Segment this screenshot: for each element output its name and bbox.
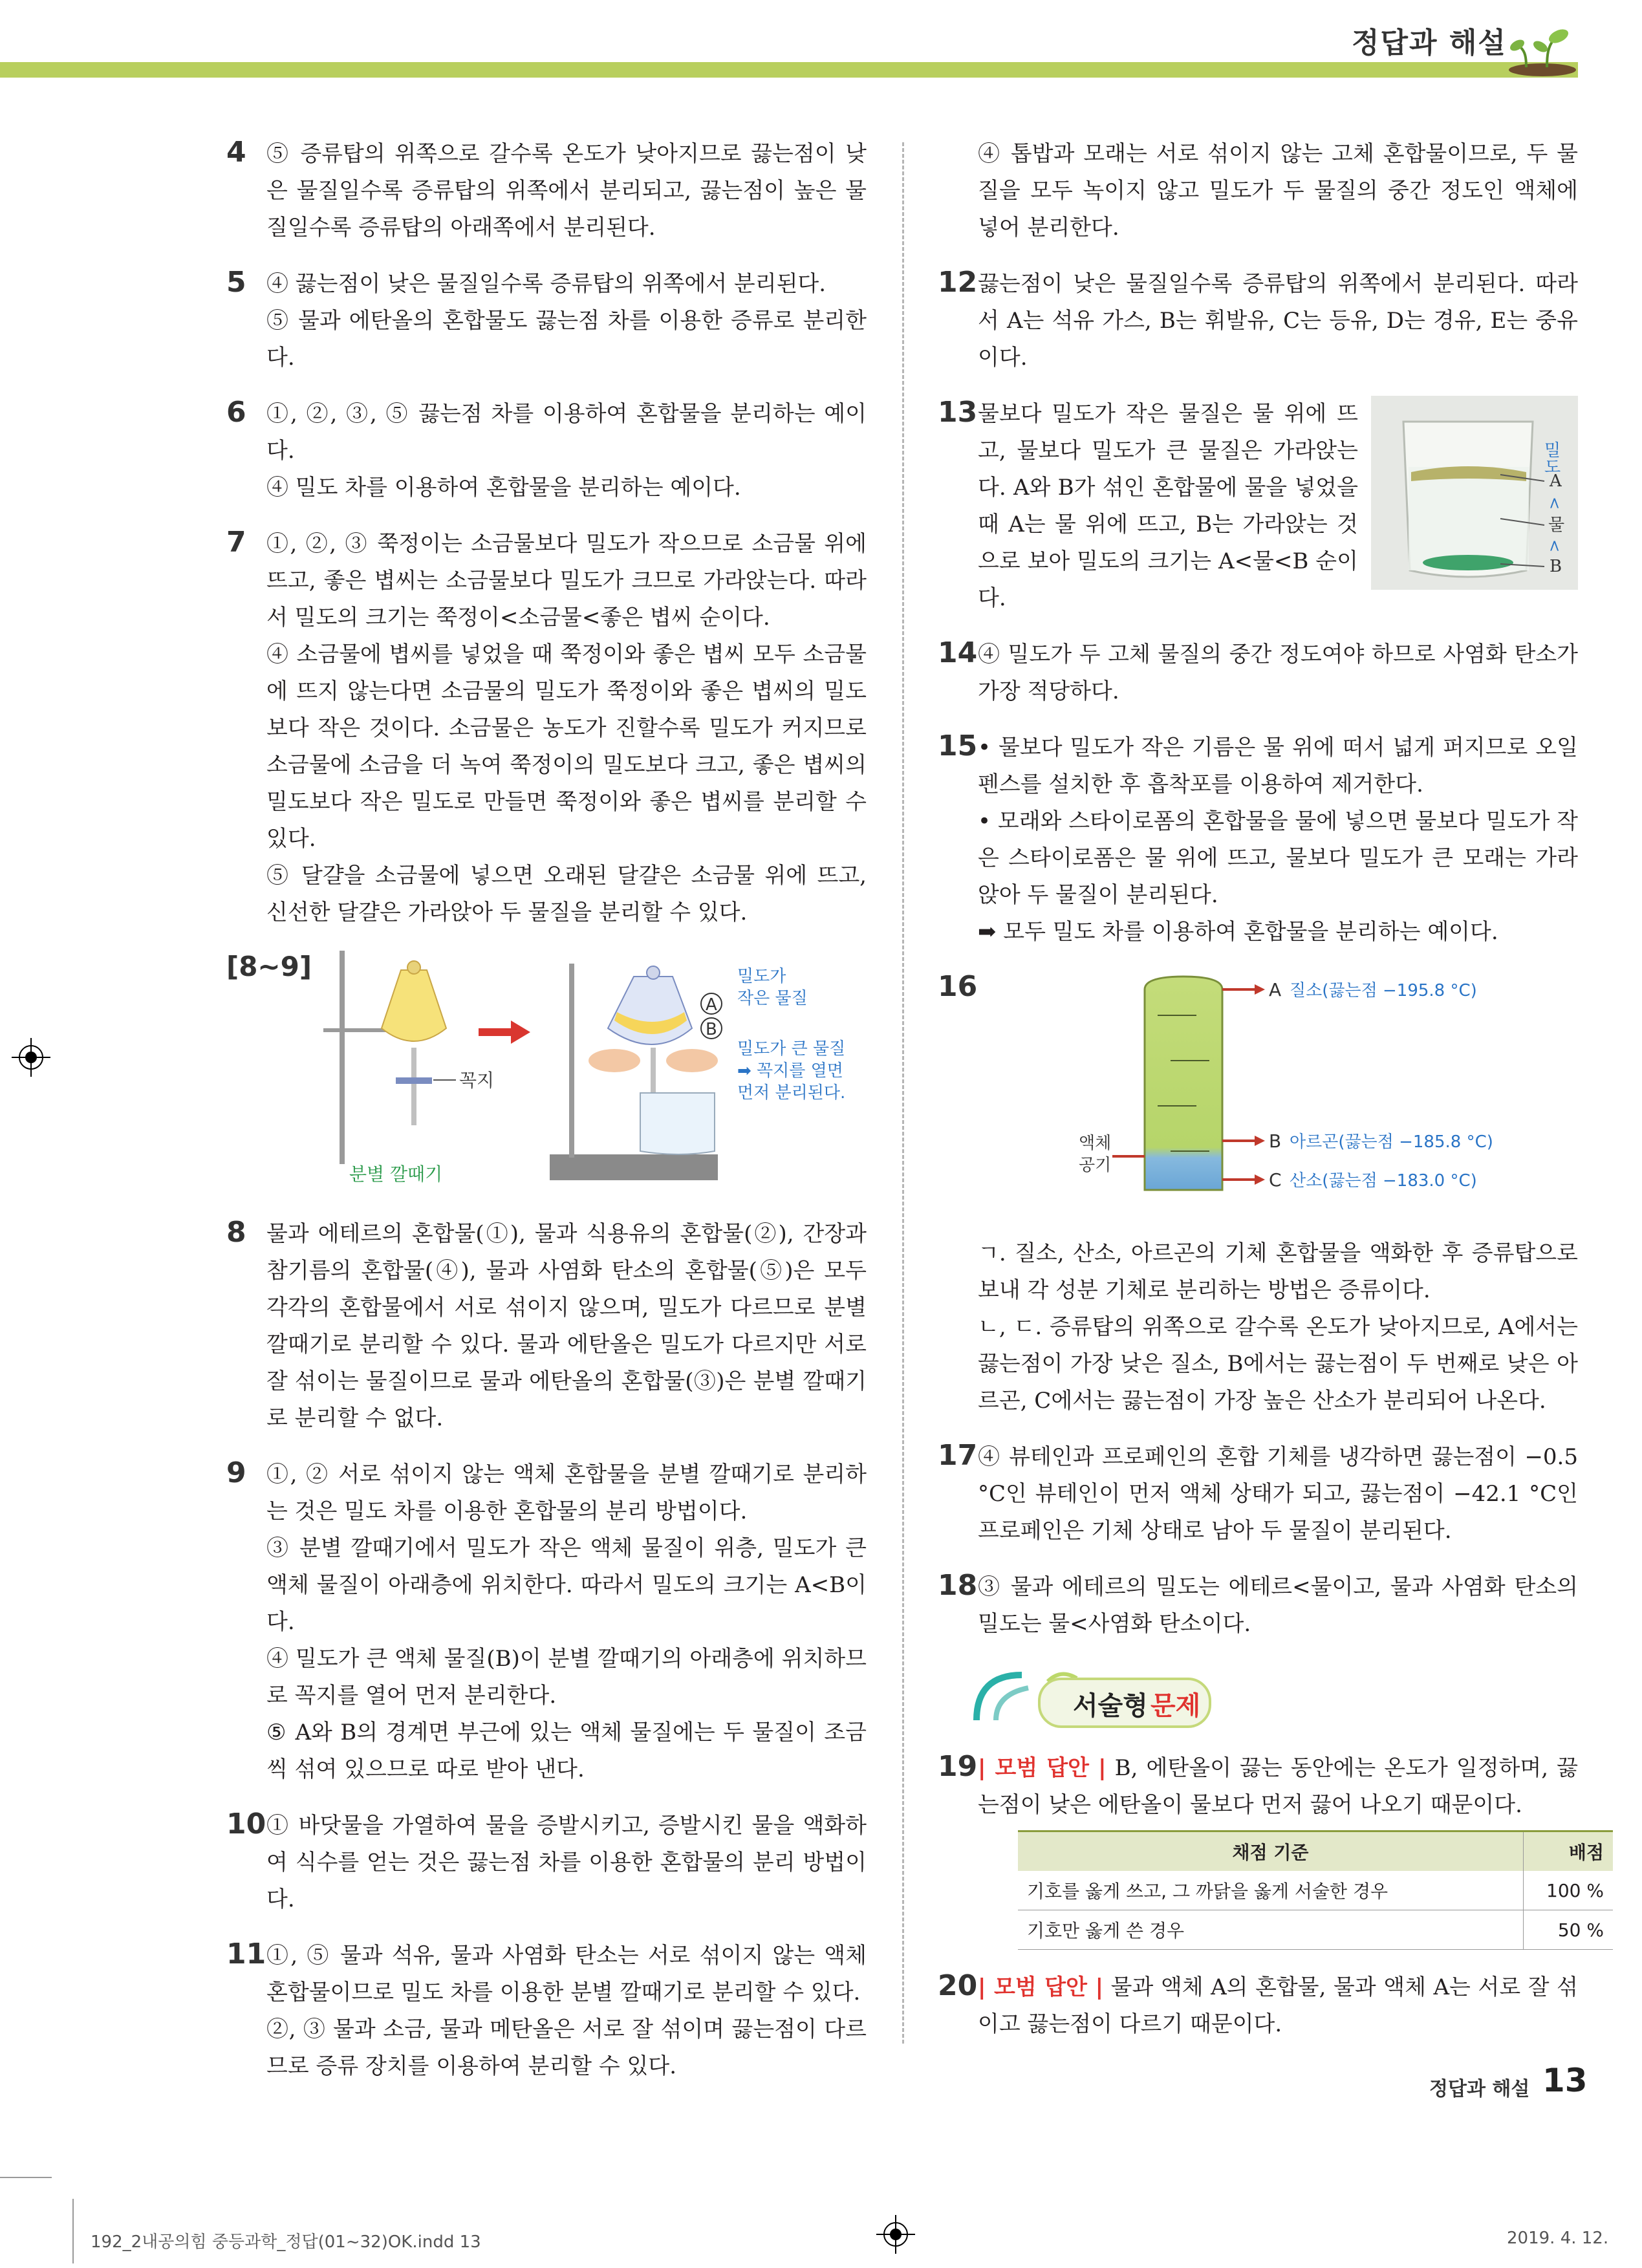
beaker-B-label: B [1550, 557, 1562, 576]
stopcock-label: 꼭지 [459, 1070, 495, 1091]
grading-table [1018, 1830, 1613, 1950]
label-B: B [706, 1020, 717, 1039]
low-density-line1: 밀도가 [737, 967, 786, 986]
answer-text: ➡ 모두 밀도 차를 이용하여 혼합물을 분리하는 예이다. [978, 919, 1498, 945]
header-bar [0, 62, 1578, 78]
answer-text: ①, ②, ③ 쭉정이는 소금물보다 밀도가 작으므로 소금물 위에 뜨고, 좋은 볍씨는 소금물보다 밀도가 크므로 가라앉는다. 따라서 밀도의 크기는 쭉정이<소금물<좋은 볍씨 순이다. [266, 531, 867, 631]
essay-section-heading [938, 1662, 1578, 1727]
question-number: 5 [226, 266, 246, 299]
section-label: 서술형 [1073, 1691, 1148, 1721]
question-number: 17 [938, 1439, 978, 1472]
answer-text: 물과 에테르의 혼합물(①), 물과 식용유의 혼합물(②), 간장과 참기름의 혼합물(④), 물과 사염화 탄소의 혼합물(⑤)은 모두 각각의 혼합물에서 서로 섞이지 않으며, 밀도가 다르므로 분별 깔때기로 분리할 수 있다. 물과 에탄올은 밀도가 다르지만 서로 잘 섞이는 물질이므로 물과 에탄올의 혼합물(③)은 분별 깔때기로 분리할 수 없다. [266, 1221, 867, 1431]
crop-mark [0, 2177, 52, 2178]
answer-text [978, 1750, 1578, 1824]
answer-text: ④ 밀도 차를 이용하여 혼합물을 분리하는 예이다. [266, 475, 741, 501]
col-C-label: 산소(끓는점 −183.0 °C) [1290, 1171, 1477, 1191]
high-density-line2: ➡ 꼭지를 열면 [737, 1061, 843, 1081]
section-highlight: 문제 [1150, 1691, 1201, 1721]
answer-17 [938, 1439, 1578, 1550]
answer-text: ③ 분별 깔때기에서 밀도가 작은 액체 물질이 위층, 밀도가 큰 액체 물질이 아래층에 위치한다. 따라서 밀도의 크기는 A<B이다. [266, 1535, 867, 1635]
density-label: 밀도 [1541, 441, 1561, 475]
question-number: 8 [226, 1216, 246, 1249]
table-cell: 기호만 옳게 쓴 경우 [1018, 1910, 1524, 1950]
answer-text: ④ 밀도가 두 고체 물질의 중간 정도여야 하므로 사염화 탄소가 가장 적당하다. [978, 642, 1578, 704]
table-row [1018, 1910, 1613, 1950]
answer-12 [938, 266, 1578, 376]
high-density-line3: 먼저 분리된다. [737, 1083, 846, 1103]
label-A: A [706, 995, 717, 1015]
question-number: 16 [938, 970, 978, 1003]
header-title: 정답과 해설 [1352, 27, 1507, 59]
question-number: 15 [938, 729, 978, 762]
answer-13 [938, 396, 1578, 617]
page-number: 13 [1542, 2062, 1588, 2099]
answer-text: ④ 뷰테인과 프로페인의 혼합 기체를 냉각하면 끓는점이 −0.5 °C인 뷰테인이 먼저 액체 상태가 되고, 끓는점이 −42.1 °C인 프로페인은 기체 상태로 남아 두 물질이 분리된다. [978, 1444, 1578, 1544]
distillation-column-figure [938, 970, 1578, 1216]
beaker-photo [1371, 396, 1578, 590]
answer-text: ④ 끓는점이 낮은 물질일수록 증류탑의 위쪽에서 분리된다. [266, 271, 826, 297]
answer-text: • 물보다 밀도가 작은 기름은 물 위에 떠서 넓게 퍼지므로 오일펜스를 설치한 후 흡착포를 이용하여 제거한다. [978, 735, 1578, 797]
answer-text: ②, ③ 물과 소금, 물과 메탄올은 서로 잘 섞이며 끓는점이 다르므로 증류 장치를 이용하여 분리할 수 있다. [266, 2016, 867, 2079]
answer-text: ③ 물과 에테르의 밀도는 에테르<물이고, 물과 사염화 탄소의 밀도는 물<사염화 탄소이다. [978, 1574, 1578, 1637]
answer-text: ㄱ. 질소, 산소, 아르곤의 기체 혼합물을 액화한 후 증류탑으로 보내 각 성분 기체로 분리하는 방법은 증류이다. [978, 1240, 1578, 1303]
sprout-icon [1507, 25, 1578, 76]
answer-18 [938, 1569, 1578, 1643]
question-number: 9 [226, 1456, 246, 1489]
air-label-line1: 액체 [1079, 1134, 1112, 1153]
low-density-line2: 작은 물질 [737, 989, 808, 1008]
print-filename: 192_2내공의힘 중등과학_정답(01~32)OK.indd 13 [91, 2232, 481, 2252]
column-diagram [938, 970, 1578, 1216]
answer-text: • 모래와 스타이로폼의 혼합물을 물에 넣으면 물보다 밀도가 작은 스타이로폼은 물 위에 뜨고, 물보다 밀도가 큰 모래는 가라앉아 두 물질이 분리된다. [978, 808, 1578, 908]
answer-text: ① 바닷물을 가열하여 물을 증발시키고, 증발시킨 물을 액화하여 식수를 얻는 것은 끓는점 차를 이용한 혼합물의 분리 방법이다. [266, 1813, 867, 1912]
question-number: 6 [226, 396, 246, 429]
question-number: 12 [938, 266, 978, 299]
answer-11-continued [938, 136, 1578, 246]
answer-text: ⑤ 증류탑의 위쪽으로 갈수록 온도가 낮아지므로 끓는점이 낮은 물질일수록 증류탑의 위쪽에서 분리되고, 끓는점이 높은 물질일수록 증류탑의 아래쪽에서 분리된다. [266, 141, 867, 241]
col-B: B [1269, 1130, 1282, 1152]
model-answer-badge: | 모범 답안 | [978, 1755, 1107, 1781]
answer-5 [226, 266, 867, 376]
column-divider [902, 142, 904, 2044]
question-range-label: [8~9] [226, 951, 312, 982]
answer-text: 물보다 밀도가 작은 물질은 물 위에 뜨고, 물보다 밀도가 큰 물질은 가라앉는다. A와 B가 섞인 혼합물에 물을 넣었을 때 A는 물 위에 뜨고, B는 가라앉는 것으로 보아 밀도의 크기는 A<물<B 순이다. [978, 401, 1358, 611]
col-C: C [1269, 1169, 1282, 1191]
model-answer-badge: | 모범 답안 | [978, 1974, 1104, 2000]
question-number: 10 [226, 1808, 266, 1841]
answer-text: ①, ⑤ 물과 석유, 물과 사염화 탄소는 서로 섞이지 않는 액체 혼합물이므로 밀도 차를 이용한 분별 깔때기로 분리할 수 있다. [266, 1943, 867, 2005]
answer-16-explanation [938, 1235, 1578, 1420]
col-B-label: 아르곤(끓는점 −185.8 °C) [1290, 1132, 1493, 1152]
answer-text: ⑤ A와 B의 경계면 부근에 있는 액체 물질에는 두 물질이 조금씩 섞여 있으므로 따로 받아 낸다. [266, 1720, 867, 1782]
beaker-lt2: < [1546, 539, 1564, 553]
answer-11 [226, 1938, 867, 2085]
question-number: 13 [938, 396, 978, 429]
beaker-lt1: < [1546, 497, 1564, 510]
model-answer-text: B, 에탄올이 끓는 동안에는 온도가 일정하며, 끓는점이 낮은 에탄올이 물보다 먼저 끓어 나오기 때문이다. [978, 1755, 1578, 1818]
high-density-line1: 밀도가 큰 물질 [737, 1039, 846, 1059]
answer-text: ①, ② 서로 섞이지 않는 액체 혼합물을 분별 깔때기로 분리하는 것은 밀도 차를 이용한 혼합물의 분리 방법이다. [266, 1462, 867, 1524]
answer-6 [226, 396, 867, 506]
table-cell: 50 % [1524, 1910, 1614, 1950]
table-row [1018, 1871, 1613, 1910]
question-number: 20 [938, 1969, 978, 2002]
col-A-label: 질소(끓는점 −195.8 °C) [1290, 981, 1477, 1000]
answer-20 [938, 1969, 1578, 2043]
print-date: 2019. 4. 12. [1507, 2229, 1609, 2248]
answer-9 [226, 1456, 867, 1788]
answer-19 [938, 1750, 1604, 1950]
question-number: 7 [226, 526, 246, 559]
table-header: 채점 기준 [1018, 1831, 1524, 1872]
beaker-water-label: 물 [1548, 515, 1565, 535]
answer-text: ④ 톱밥과 모래는 서로 섞이지 않는 고체 혼합물이므로, 두 물질을 모두 녹이지 않고 밀도가 두 물질의 중간 정도인 액체에 넣어 분리한다. [978, 141, 1578, 241]
separatory-funnel-figure [226, 951, 867, 1196]
air-label-line2: 공기 [1079, 1156, 1112, 1175]
registration-mark-icon [12, 1038, 50, 1077]
footer-title: 정답과 해설 [1429, 2078, 1530, 2101]
table-cell: 100 % [1524, 1871, 1614, 1910]
right-column [938, 136, 1604, 2062]
model-answer-text: 물과 액체 A의 혼합물, 물과 액체 A는 서로 잘 섞이고 끓는점이 다르기 때문이다. [978, 1974, 1578, 2037]
question-number: 14 [938, 636, 978, 669]
answer-10 [226, 1808, 867, 1918]
answer-text: ①, ②, ③, ⑤ 끓는점 차를 이용하여 혼합물을 분리하는 예이다. [266, 401, 867, 464]
question-number: 4 [226, 136, 246, 169]
answer-text: ④ 밀도가 큰 액체 물질(B)이 분별 깔때기의 아래층에 위치하므로 꼭지를 열어 먼저 분리한다. [266, 1646, 867, 1709]
question-number: 18 [938, 1569, 978, 1602]
funnel-label: 분별 깔때기 [349, 1163, 443, 1185]
answer-text: ④ 소금물에 볍씨를 넣었을 때 쭉정이와 좋은 볍씨 모두 소금물에 뜨지 않는다면 소금물의 밀도가 쭉정이와 좋은 볍씨의 밀도보다 작은 것이다. 소금물은 농도가 진할수록 밀도가 커지므로 소금물에 소금을 더 녹여 쭉정이의 밀도보다 크고, 좋은 볍씨의 밀도보다 작은 밀도로 만들면 쭉정이와 좋은 볍씨를 분리할 수 있다. [266, 642, 867, 852]
question-number: 11 [226, 1938, 266, 1971]
answer-text: ⑤ 물과 에탄올의 혼합물도 끓는점 차를 이용한 증류로 분리한다. [266, 308, 867, 371]
table-header: 배점 [1524, 1831, 1614, 1872]
question-number: 19 [938, 1750, 978, 1783]
left-column [226, 136, 867, 2104]
answer-4 [226, 136, 867, 246]
answer-text [978, 1969, 1578, 2043]
answer-text: ⑤ 달걀을 소금물에 넣으면 오래된 달걀은 소금물 위에 뜨고, 신선한 달걀은 가라앉아 두 물질을 분리할 수 있다. [266, 863, 867, 925]
col-A: A [1269, 979, 1282, 1000]
answer-8 [226, 1216, 867, 1437]
answer-text: 끓는점이 낮은 물질일수록 증류탑의 위쪽에서 분리된다. 따라서 A는 석유 가스, B는 휘발유, C는 등유, D는 경유, E는 중유이다. [978, 271, 1578, 371]
answer-7 [226, 526, 867, 931]
funnel-diagram [226, 951, 867, 1196]
answer-15 [938, 729, 1578, 951]
table-cell: 기호를 옳게 쓰고, 그 까닭을 옳게 서술한 경우 [1018, 1871, 1524, 1910]
answer-text: ㄴ, ㄷ. 증류탑의 위쪽으로 갈수록 온도가 낮아지므로, A에서는 끓는점이 가장 낮은 질소, B에서는 끓는점이 두 번째로 낮은 아르곤, C에서는 끓는점이 가장 높은 산소가 분리되어 나온다. [978, 1314, 1578, 1414]
registration-mark-icon [876, 2215, 915, 2254]
crop-mark [72, 2199, 74, 2263]
beaker-A-label: A [1550, 471, 1562, 491]
section-pill [1038, 1678, 1211, 1728]
answer-14 [938, 636, 1578, 710]
